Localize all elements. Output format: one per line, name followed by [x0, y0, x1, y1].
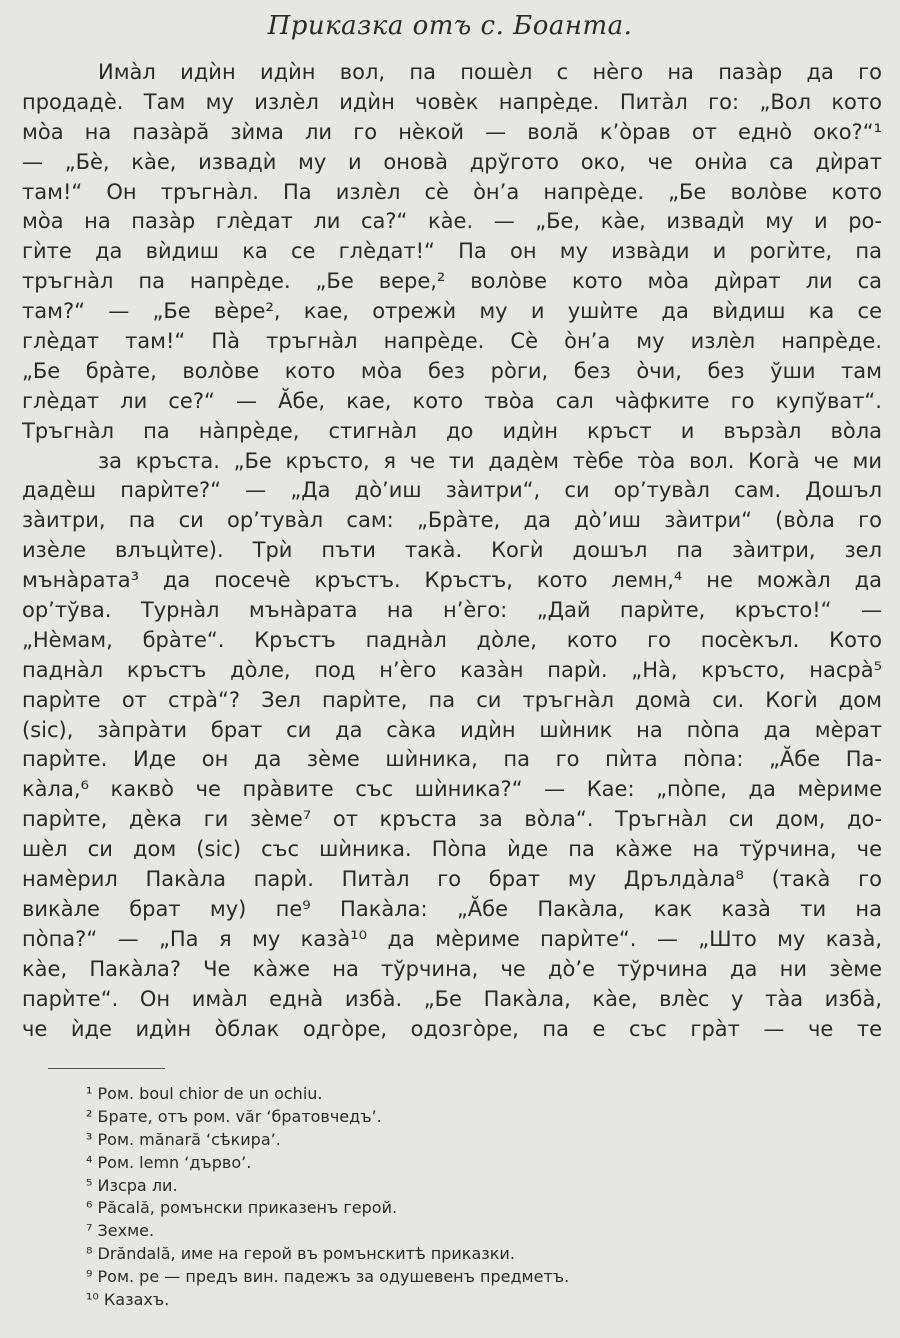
- text-line: (sic), зàпрàти брат си да сàка идѝн шѝник на пòпа да мѐрат: [22, 717, 882, 742]
- footnote: ⁶ Păcală, ромънски приказенъ герой.: [86, 1198, 398, 1218]
- text-line: мòа на пазàр глѐдат ли са?“ кàе. — „Бе, кàе, извадѝ му и ро-: [22, 209, 882, 234]
- text-line: за кръста. „Бе кръсто, я че ти дадѐм тѐбе тòа вол. Когà че ми: [98, 448, 882, 473]
- text-line: пòпа?“ — „Па я му казà¹⁰ да мѐриме парѝте“. — „Што му казà,: [22, 926, 882, 951]
- text-line: глѐдат там!“ Пà тръгнàл напрѐде. Сѐ òн’а му излѐл напрѐде.: [22, 329, 882, 354]
- footnote: ⁵ Изсра ли.: [86, 1175, 178, 1195]
- footnote: ⁸ Drăndală, име на герой въ ромънскитѣ приказки.: [86, 1244, 515, 1264]
- text-line: намѐрил Пакàла парѝ. Питàл го брат му Дрълдàла⁸ (такà го: [22, 867, 882, 892]
- text-line: парѝте“. Он имàл еднà избà. „Бе Пакàла, кàе, влѐс у тàа избà,: [22, 986, 882, 1011]
- text-line: кàла,⁶ каквò че прàвите със шѝника?“ — Кае: „пòпе, да мѐриме: [22, 777, 882, 802]
- text-line: изѐле влъцѝте). Трѝ пъти такà. Когѝ дошъл па зàитри, зел: [22, 538, 882, 563]
- text-line: че ѝде идѝн òблак одгòре, одозгòре, па е със грàт — че те: [22, 1016, 882, 1041]
- text-line: „Нѐмам, брàте“. Кръстъ паднàл дòле, кото го посѐкъл. Кото: [22, 627, 882, 652]
- text-line: мънàрата³ да посечѐ кръстъ. Кръстъ, кото лемн,⁴ не можàл да: [22, 568, 882, 593]
- text-line: Тръгнàл па нàпрѐде, стигнàл до идѝн кръст и вързàл вòла: [22, 418, 882, 443]
- text-line: там!“ Он тръгнàл. Па излѐл сѐ òн’а напрѐде. „Бе волòве кото: [22, 179, 882, 204]
- footnote: ³ Ром. mănară ‘сѣкира’.: [86, 1129, 281, 1149]
- text-line: парѝте, дѐка ги зѐме⁷ от кръста за вòла“. Тръгнàл си дом, до-: [22, 807, 882, 832]
- text-line: ор’тўва. Турнàл мънàрата на н’ѐго: „Дай парѝте, кръсто!“ —: [22, 598, 882, 623]
- footnote: ⁷ Зехме.: [86, 1221, 155, 1241]
- text-line: там?“ — „Бе вѐре², кае, отрежѝ му и ушѝте да вѝдиш ка се: [22, 299, 882, 324]
- footnotes: [86, 1083, 866, 1312]
- text-line: гѝте да вѝдиш ка се глѐдат!“ Па он му извàди и рогѝте, па: [22, 239, 882, 264]
- text-line: „Бе брàте, волòве кото мòа без рòги, без òчи, без ўши там: [22, 358, 882, 383]
- text-line: шѐл си дом (sic) със шѝника. Пòпа ѝде па кàже на тўрчина, че: [22, 837, 882, 862]
- text-line: паднàл кръстъ дòле, под н’ѐго казàн парѝ. „Нà, кръсто, насрà⁵: [22, 657, 882, 682]
- text-line: парѝте от стрà“? Зел парѝте, па си тръгнàл домà си. Когѝ дом: [22, 687, 882, 712]
- text-line: парѝте. Иде он да зѐме шѝника, па го пѝта пòпа: „Ăбе Па-: [22, 747, 882, 772]
- text-line: викàле брат му) пе⁹ Пакàла: „Ăбе Пакàла, как казà ти на: [22, 896, 882, 921]
- text-line: — „Бѐ, кàе, извадѝ му и оновà дрўгото око, че онѝа са дѝрат: [22, 149, 882, 174]
- text-line: глѐдат ли се?“ — Ăбе, кае, кото твòа сал чàфките го купўват“.: [22, 388, 882, 413]
- text-line: дадѐш парѝте?“ — „Да дò’иш зàитри“, си ор’тувàл сам. Дошъл: [22, 478, 882, 503]
- footnote: ² Брате, отъ ром. văr ‘братовчедъ’.: [86, 1106, 382, 1126]
- text-line: тръгнàл па напрѐде. „Бе вере,² волòве кото мòа дѝрат ли са: [22, 269, 882, 294]
- footnote-divider: [48, 1068, 165, 1069]
- story-text: [22, 58, 882, 1044]
- footnote: ⁹ Ром. pe — предъ вин. падежъ за одушевенъ предметъ.: [86, 1267, 570, 1287]
- text-line: продадѐ. Там му излѐл идѝн човѐк напрѐде. Питàл го: „Вол кото: [22, 89, 882, 114]
- footnote: ¹⁰ Казахъ.: [86, 1290, 170, 1310]
- page-title: Приказка отъ с. Боанта.: [267, 11, 633, 41]
- text-line: Имàл идѝн идѝн вол, па пошѐл с нѐго на пазàр да го: [98, 60, 882, 84]
- footnote: ¹ Ром. boul chior de un ochiu.: [86, 1084, 323, 1103]
- text-line: мòа на пазàрă зѝма ли го нѐкой — волă к’òрав от еднò око?“¹: [22, 119, 882, 144]
- footnote: ⁴ Ром. lemn ‘дърво’.: [86, 1152, 252, 1172]
- text-line: зàитри, па си ор’тувàл сам: „Брàте, да дò’иш зàитри“ (вòла го: [22, 508, 882, 533]
- text-line: кàе, Пакàла? Че кàже на тўрчина, че дò’е тўрчина да ни зѐме: [22, 956, 882, 981]
